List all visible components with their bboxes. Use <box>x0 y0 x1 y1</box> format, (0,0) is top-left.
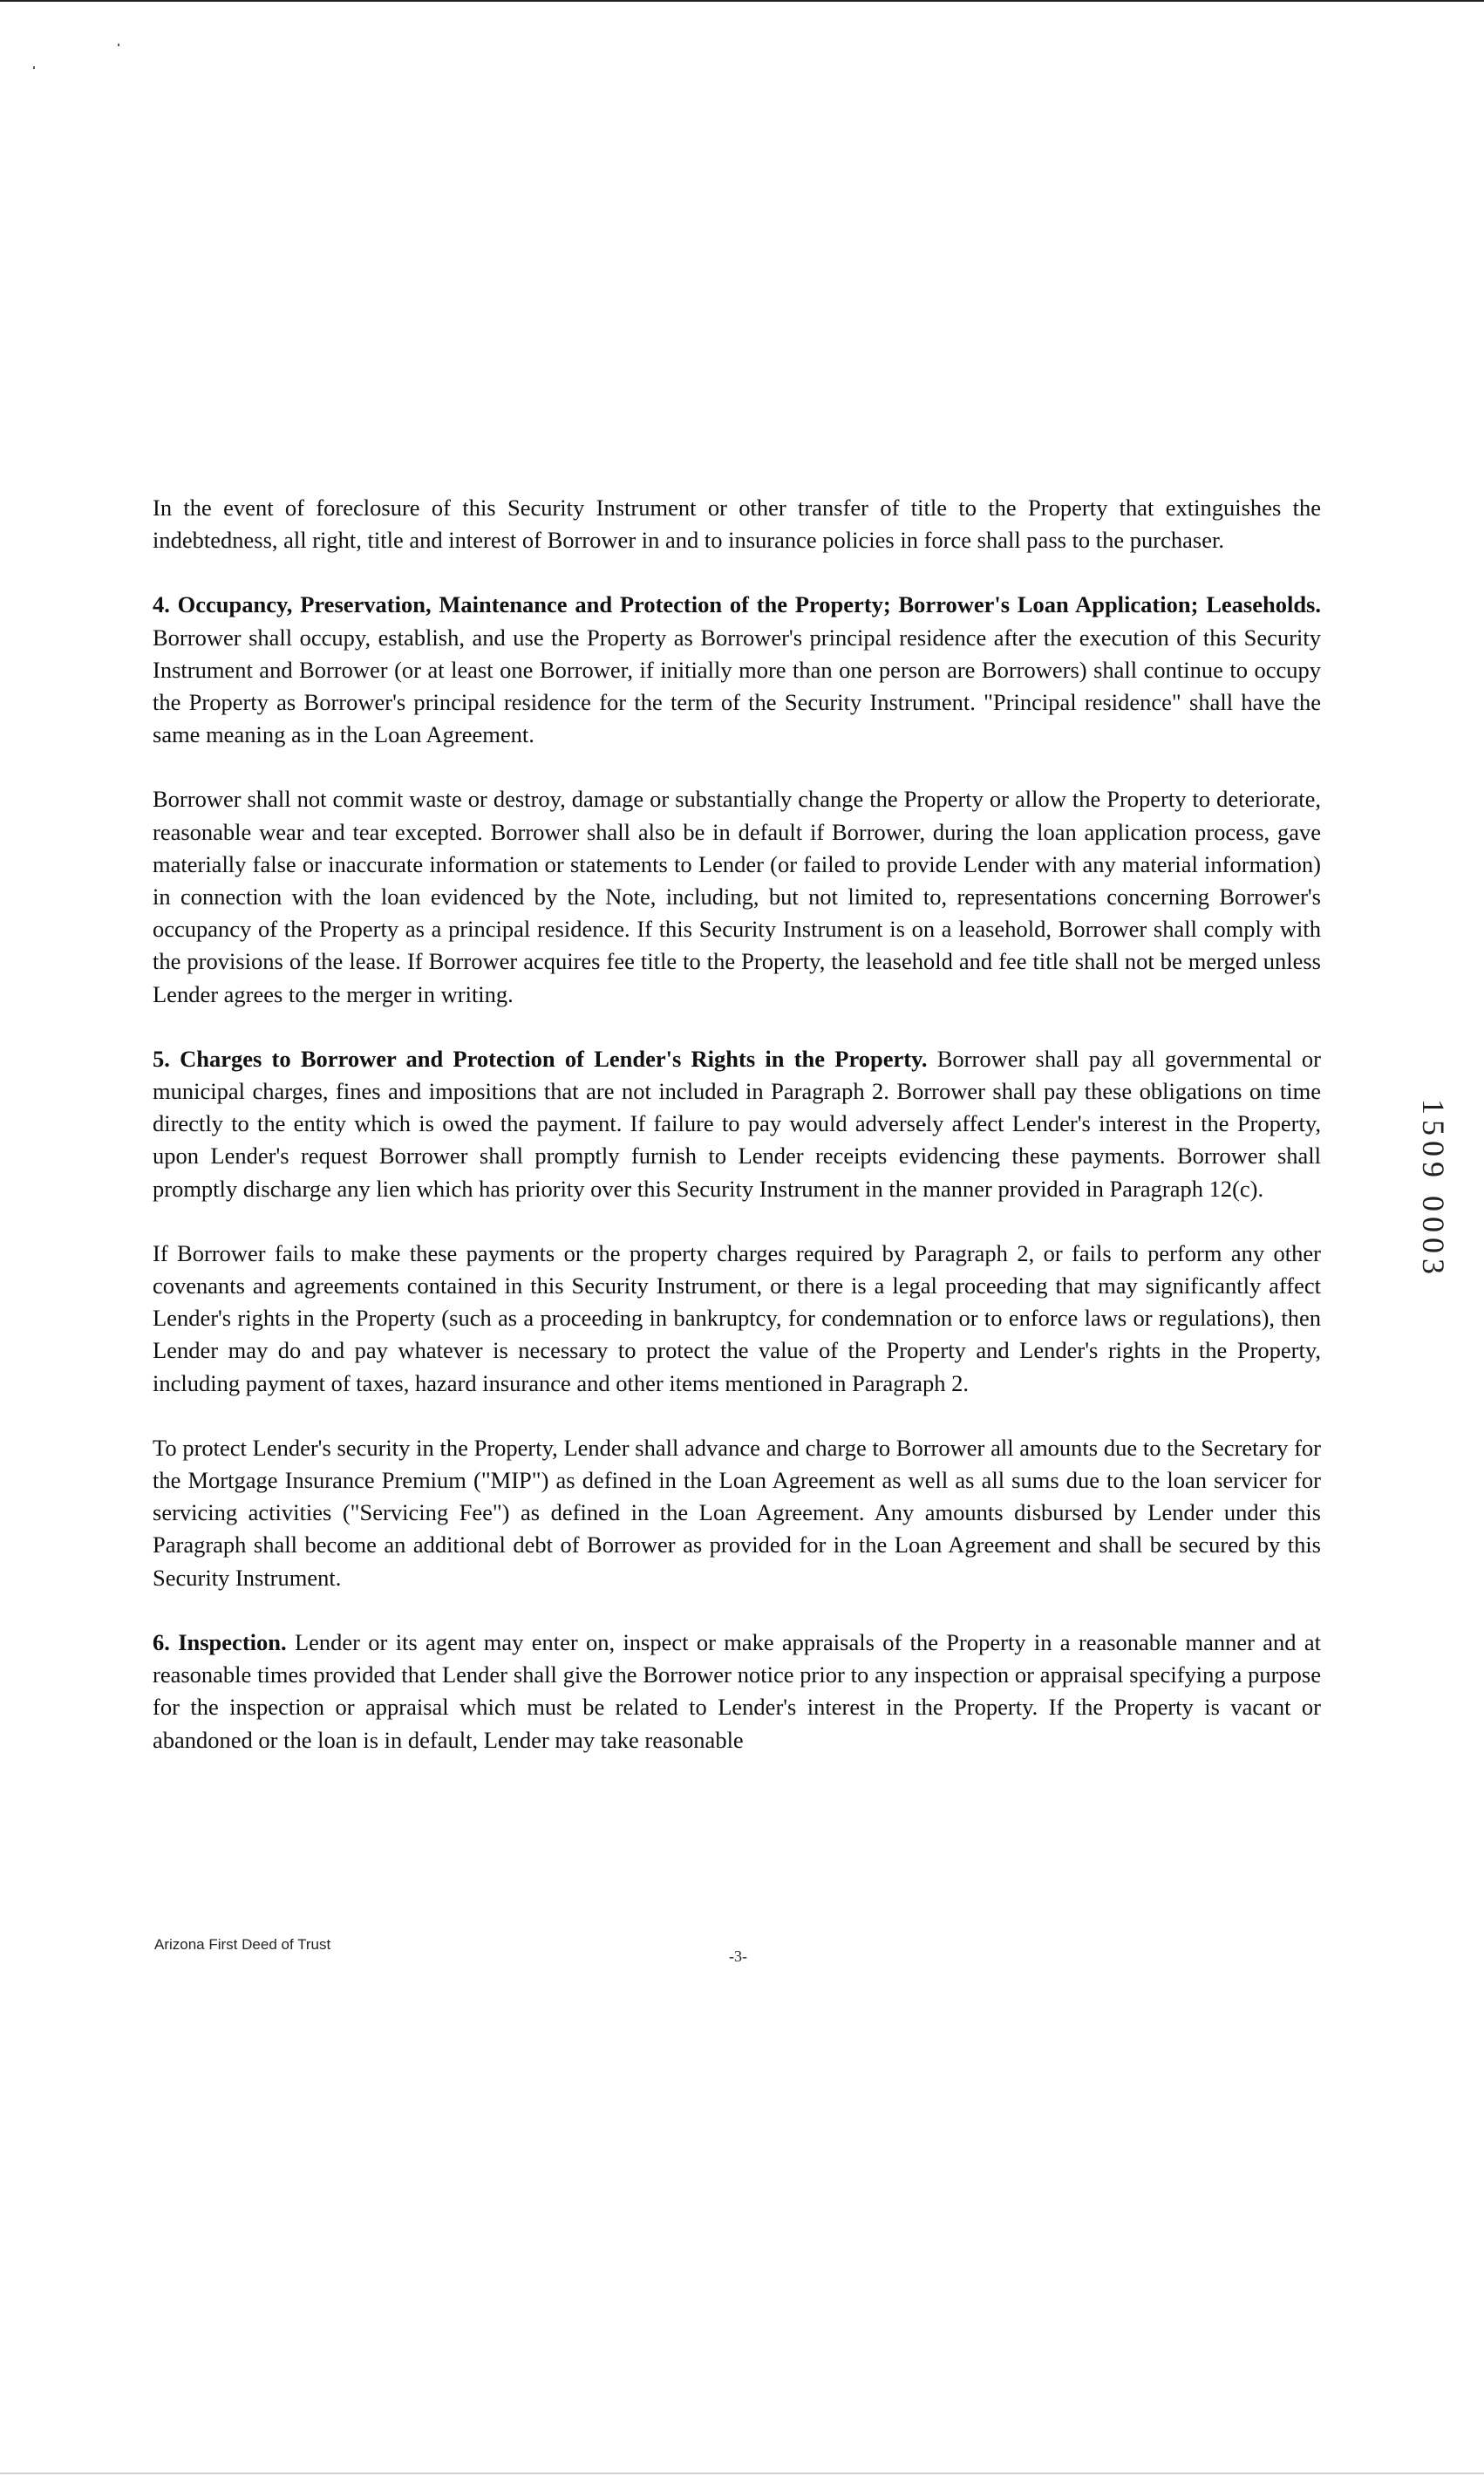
section-4-paragraph-2: Borrower shall not commit waste or destroy, damage or substantially change the Property or allow the Property to deteriorate, reasonable wear and tear excepted. Borrower shall also be in default if Borrower, during the loan application process, gave materially false or inaccurate information or statements to Lender (or failed to provide Lender with any material information) in connection with the loan evidenced by the Note, including, but not limited to, representations concerning Borrower's occupancy of the Property as a principal residence. If this Security Instrument is on a leasehold, Borrower shall comply with the provisions of the lease. If Borrower acquires fee title to the Property, the leasehold and fee title shall not be merged unless Lender agrees to the merger in writing. <box>153 786 1321 1007</box>
bottom-border-line <box>0 2473 1484 2474</box>
top-border-line <box>0 0 1484 2</box>
section-5-heading: 5. Charges to Borrower and Protection of Lender's Rights in the Property. <box>153 1045 928 1072</box>
section-5-paragraph-2: If Borrower fails to make these payments or the property charges required by Paragraph 2, or fails to perform any other covenants and agreements contained in this Security Instrument, or there is a legal proceeding that may significantly affect Lender's rights in the Property (such as a proceeding in bankruptcy, for condemnation or to enforce laws or regulations), then Lender may do and pay whatever is necessary to protect the value of the Property and Lender's rights in the Property, including payment of taxes, hazard insurance and other items mentioned in Paragraph 2. <box>153 1239 1321 1396</box>
section-5 <box>153 1043 1321 1205</box>
section-4-body: Borrower shall occupy, establish, and use the Property as Borrower's principal residence after the execution of this Security Instrument and Borrower (or at least one Borrower, if initially more than one person are Borrowers) shall continue to occupy the Property as Borrower's principal residence for the term of the Security Instrument. "Principal residence" shall have the same meaning as in the Loan Agreement. <box>153 624 1321 748</box>
paragraph-foreclosure: In the event of foreclosure of this Security Instrument or other transfer of title to the Property that extinguishes the indebtedness, all right, title and interest of Borrower in and to insurance policies in force shall pass to the purchaser. <box>153 495 1321 554</box>
section-4-heading: 4. Occupancy, Preservation, Maintenance and Protection of the Property; Borrower's Loan Application; Leaseholds. <box>153 591 1321 618</box>
section-6-heading: 6. Inspection. <box>153 1628 287 1655</box>
document-body <box>153 492 1321 1789</box>
section-4 <box>153 589 1321 751</box>
recording-stamp-number: 1509 0003 <box>1416 1099 1451 1279</box>
scan-speck <box>33 66 35 69</box>
footer-page-number: -3- <box>729 1947 747 1965</box>
section-6 <box>153 1627 1321 1756</box>
section-5-paragraph-3: To protect Lender's security in the Property, Lender shall advance and charge to Borrower all amounts due to the Secretary for the Mortgage Insurance Premium ("MIP") as defined in the Loan Agreement as well as all sums due to the loan servicer for servicing activities ("Servicing Fee") as defined in the Loan Agreement. Any amounts disbursed by Lender under this Paragraph shall become an additional debt of Borrower as provided for in the Loan Agreement and shall be secured by this Security Instrument. <box>153 1434 1321 1591</box>
footer-form-title: Arizona First Deed of Trust <box>154 1936 331 1953</box>
scan-speck <box>118 44 119 46</box>
section-6-body: Lender or its agent may enter on, inspect or make appraisals of the Property in a reasonable manner and at reasonable times provided that Lender shall give the Borrower notice prior to any inspection or appraisal specifying a purpose for the inspection or appraisal which must be related to Lender's interest in the Property. If the Property is vacant or abandoned or the loan is in default, Lender may take reasonable <box>153 1628 1321 1753</box>
section-5-body: Borrower shall pay all governmental or municipal charges, fines and impositions that are not included in Paragraph 2. Borrower shall pay these obligations on time directly to the entity which is owed the payment. If failure to pay would adversely affect Lender's interest in the Property, upon Lender's request Borrower shall promptly furnish to Lender receipts evidencing these payments. Borrower shall promptly discharge any lien which has priority over this Security Instrument in the manner provided in Paragraph 12(c). <box>153 1045 1322 1202</box>
